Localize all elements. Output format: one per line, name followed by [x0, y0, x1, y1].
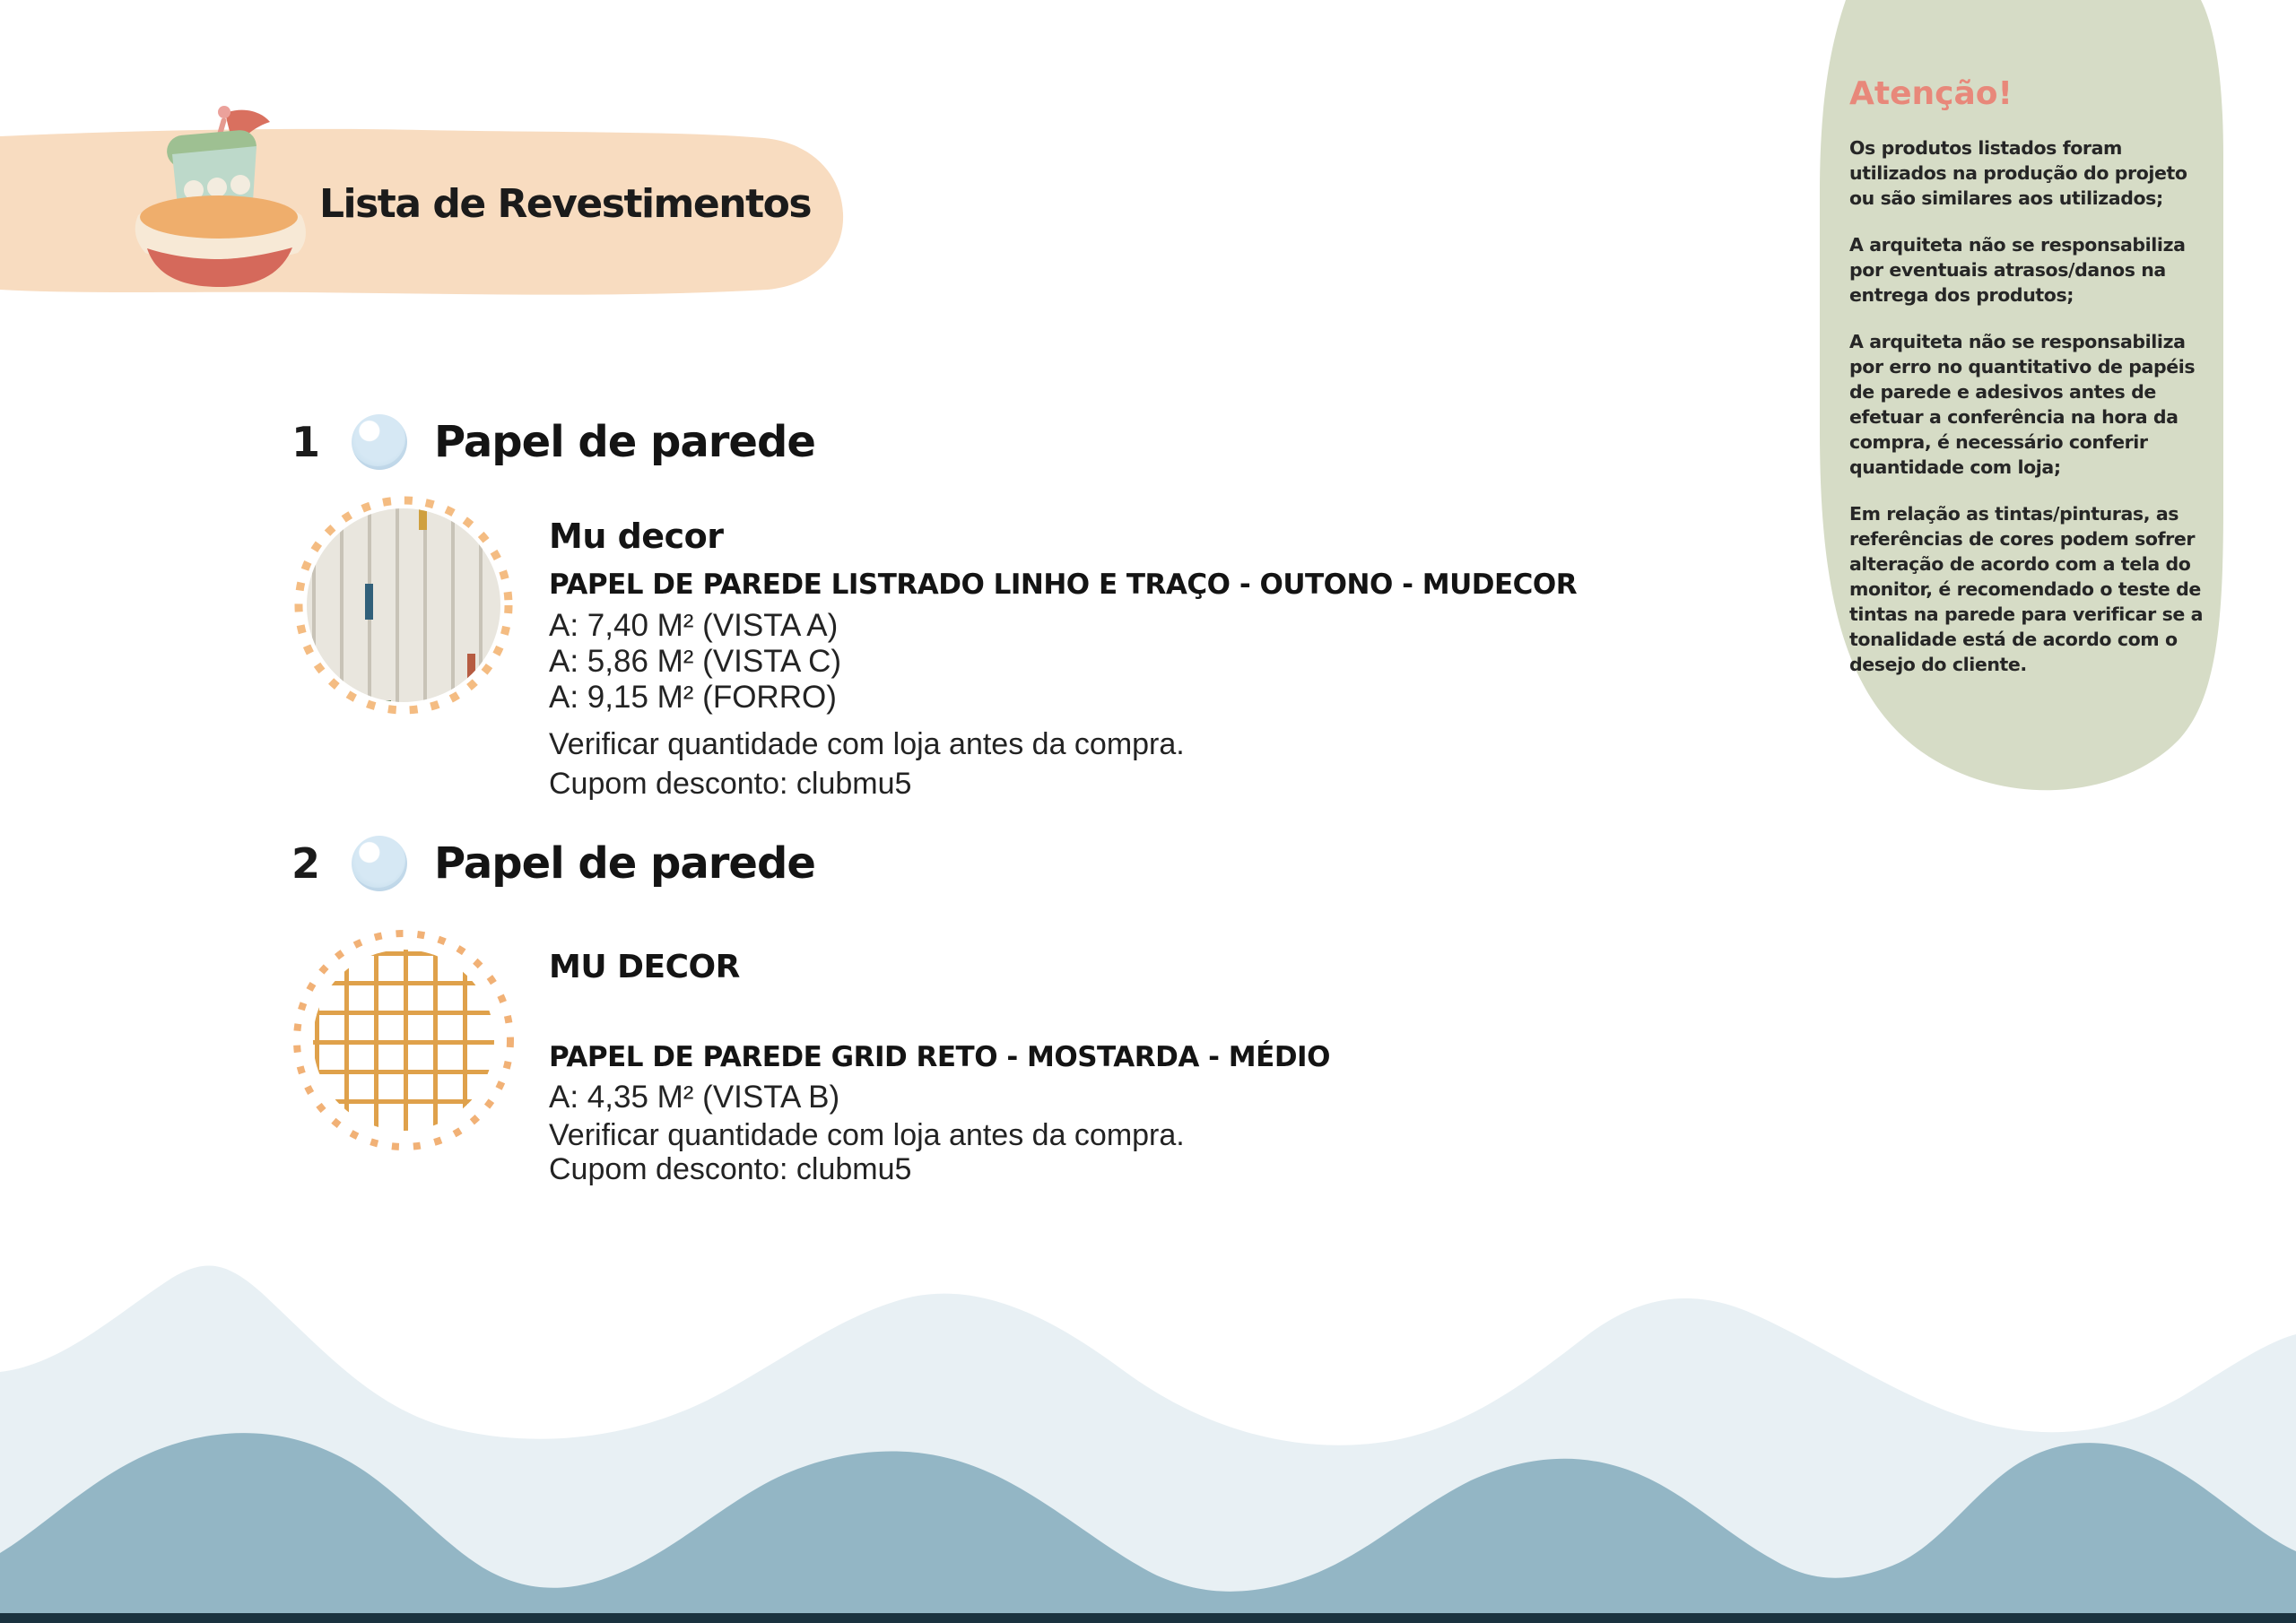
item-1-header: [283, 414, 815, 470]
wave-dark-strip: [0, 1613, 2296, 1623]
area-line: A: 5,86 M² (VISTA C): [549, 644, 842, 679]
purchase-note: Verificar quantidade com loja antes da compra.: [549, 1118, 1185, 1152]
purchase-note: Verificar quantidade com loja antes da compra.: [549, 727, 1185, 761]
page-title: Lista de Revestimentos: [319, 181, 812, 227]
product-name: PAPEL DE PAREDE LISTRADO LINHO E TRAÇO - OUTONO - MUDECOR: [549, 568, 1578, 601]
area-line: A: 4,35 M² (VISTA B): [549, 1080, 840, 1115]
attention-title: Atenção!: [1849, 75, 2013, 112]
brand-name: Mu decor: [549, 516, 724, 556]
area-line: A: 7,40 M² (VISTA A): [549, 608, 839, 643]
item-category: Papel de parede: [434, 838, 815, 889]
notes: [549, 725, 1580, 803]
attention-paragraph: A arquiteta não se responsabiliza por eventuais atrasos/danos na entrega dos produtos;: [1849, 234, 2186, 306]
area-list: [549, 1081, 1580, 1115]
brand-name: MU DECOR: [549, 949, 740, 985]
attention-paragraph: A arquiteta não se responsabiliza por erro no quantitativo de papéis de parede e adesivos antes de efetuar a conferência na hora da compra, é necessário conferir quantidade com loja;: [1849, 331, 2196, 478]
wallpaper-swatch-striped: [292, 494, 515, 716]
coupon-note: Cupom desconto: clubmu5: [549, 767, 912, 801]
item-number: 1: [291, 418, 320, 466]
product-block-2: [549, 949, 1580, 1186]
bubble-icon: [352, 414, 407, 470]
product-block-1: [549, 516, 1580, 803]
waves-decoration: [0, 1237, 2296, 1623]
item-2-header: [283, 836, 815, 891]
area-list: [549, 608, 1580, 716]
coupon-note: Cupom desconto: clubmu5: [549, 1152, 912, 1186]
bubble-icon: [352, 836, 407, 891]
attention-paragraph: Os produtos listados foram utilizados na produção do projeto ou são similares aos utilizados;: [1849, 137, 2187, 209]
product-name: PAPEL DE PAREDE GRID RETO - MOSTARDA - MÉDIO: [549, 1041, 1330, 1073]
attention-panel: [1849, 75, 2208, 699]
wallpaper-swatch-grid: [291, 928, 516, 1152]
item-number: 2: [291, 839, 320, 888]
item-category: Papel de parede: [434, 417, 815, 467]
area-line: A: 9,15 M² (FORRO): [549, 680, 837, 715]
notes: [549, 1118, 1580, 1186]
attention-paragraph: Em relação as tintas/pinturas, as referências de cores podem sofrer alteração de acordo com a tela do monitor, é recomendado o teste de tintas na parede para verificar se a tonalidade está de acordo com o desejo do cliente.: [1849, 503, 2204, 675]
boat-icon: [126, 99, 316, 289]
